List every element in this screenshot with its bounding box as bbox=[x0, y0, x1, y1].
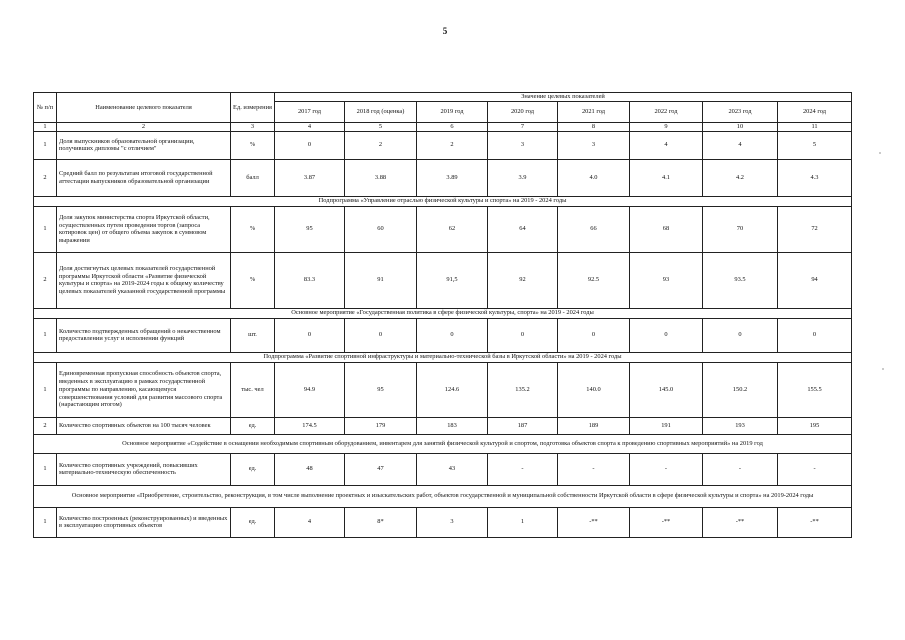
indicator-value: 72 bbox=[778, 206, 852, 252]
column-index: 7 bbox=[488, 123, 558, 132]
header-num: № п/п bbox=[34, 93, 57, 123]
indicator-value: 43 bbox=[417, 453, 488, 485]
page-number: 5 bbox=[442, 26, 448, 36]
indicator-value: 3.9 bbox=[488, 159, 558, 196]
section-title: Основное мероприятие «Приобретение, строительство, реконструкция, в том числе выполнение проектных и изыскательских работ, объектов государственной и муниципальной собственности Иркутской области в сфере физической культуры и спорта» на 2019-2024 годы bbox=[34, 485, 852, 507]
unit: % bbox=[231, 252, 275, 308]
header-year-6: 2022 год bbox=[630, 102, 703, 123]
column-index: 5 bbox=[345, 123, 417, 132]
row-number: 2 bbox=[34, 159, 57, 196]
indicator-value: 2 bbox=[345, 131, 417, 159]
indicator-value: 93.5 bbox=[703, 252, 778, 308]
indicator-value: 174.5 bbox=[275, 417, 345, 434]
table-row bbox=[34, 362, 852, 417]
indicator-value: 0 bbox=[703, 318, 778, 352]
table-row bbox=[34, 206, 852, 252]
indicator-value: 94 bbox=[778, 252, 852, 308]
unit: ед. bbox=[231, 453, 275, 485]
header-values-group: Значение целевых показателей bbox=[275, 93, 852, 102]
header-name: Наименование целевого показателя bbox=[57, 93, 231, 123]
indicator-name: Единовременная пропускная способность объектов спорта, введенных в эксплуатацию в рамках государственной программы по направлению, касающемуся совершенствования условий для развития массового спорта (нарастающим итогом) bbox=[57, 362, 231, 417]
indicator-value: 193 bbox=[703, 417, 778, 434]
indicator-value: 48 bbox=[275, 453, 345, 485]
section-title: Основное мероприятие «Содействие в оснащении необходимым спортивным оборудованием, инвентарем для занятий физической культурой и спортом, подготовка объектов спорта к проведению спортивных мероприятий» на 2019 год bbox=[34, 434, 852, 453]
section-row bbox=[34, 308, 852, 318]
row-number: 1 bbox=[34, 362, 57, 417]
header-row-top bbox=[34, 93, 852, 102]
indicator-value: 91,5 bbox=[417, 252, 488, 308]
indicator-value: 92.5 bbox=[558, 252, 630, 308]
section-row bbox=[34, 352, 852, 362]
indicator-value: 140.0 bbox=[558, 362, 630, 417]
indicator-value: 4.3 bbox=[778, 159, 852, 196]
indicator-value: 8* bbox=[345, 507, 417, 537]
indicator-name: Количество спортивных учреждений, повысивших материально-техническую обеспеченность bbox=[57, 453, 231, 485]
indicator-value: 179 bbox=[345, 417, 417, 434]
indicator-value: 3.89 bbox=[417, 159, 488, 196]
unit: ед. bbox=[231, 507, 275, 537]
indicator-value: 0 bbox=[488, 318, 558, 352]
indicator-name: Доля достигнутых целевых показателей государственной программы Иркутской области «Развитие физической культуры и спорта» на 2019-2024 годы к общему количеству целевых показателей указанной государственной программы bbox=[57, 252, 231, 308]
header-unit: Ед. измерения bbox=[231, 93, 275, 123]
indicator-value: 95 bbox=[345, 362, 417, 417]
header-index-row bbox=[34, 123, 852, 132]
indicator-value: 68 bbox=[630, 206, 703, 252]
indicator-value: 3 bbox=[417, 507, 488, 537]
indicator-value: 0 bbox=[558, 318, 630, 352]
table-row bbox=[34, 453, 852, 485]
indicator-value: 3.88 bbox=[345, 159, 417, 196]
unit: тыс. чел bbox=[231, 362, 275, 417]
table-row bbox=[34, 159, 852, 196]
indicator-value: 3 bbox=[558, 131, 630, 159]
indicator-value: 70 bbox=[703, 206, 778, 252]
indicator-value: 92 bbox=[488, 252, 558, 308]
row-number: 1 bbox=[34, 318, 57, 352]
column-index: 8 bbox=[558, 123, 630, 132]
scan-speck bbox=[879, 152, 881, 154]
header-year-1: 2017 год bbox=[275, 102, 345, 123]
section-row bbox=[34, 196, 852, 206]
indicator-value: 2 bbox=[417, 131, 488, 159]
indicator-value: - bbox=[703, 453, 778, 485]
indicator-value: 4.2 bbox=[703, 159, 778, 196]
row-number: 1 bbox=[34, 131, 57, 159]
indicator-value: 0 bbox=[778, 318, 852, 352]
indicator-value: 135.2 bbox=[488, 362, 558, 417]
indicator-value: 4 bbox=[275, 507, 345, 537]
indicator-value: - bbox=[630, 453, 703, 485]
indicator-value: 0 bbox=[275, 131, 345, 159]
table-row bbox=[34, 252, 852, 308]
indicator-value: 4 bbox=[630, 131, 703, 159]
row-number: 2 bbox=[34, 417, 57, 434]
column-index: 6 bbox=[417, 123, 488, 132]
indicator-value: 4.0 bbox=[558, 159, 630, 196]
indicator-value: 145.0 bbox=[630, 362, 703, 417]
scan-speck bbox=[882, 368, 884, 370]
indicator-value: 4 bbox=[703, 131, 778, 159]
indicator-value: 94.9 bbox=[275, 362, 345, 417]
indicator-value: 62 bbox=[417, 206, 488, 252]
indicator-name: Доля закупок министерства спорта Иркутской области, осуществленных путем проведения торгов (запроса котировок цен) от общего объема закупок в суммовом выражении bbox=[57, 206, 231, 252]
indicator-value: 3 bbox=[488, 131, 558, 159]
indicator-value: 124.6 bbox=[417, 362, 488, 417]
unit: % bbox=[231, 131, 275, 159]
indicator-value: 191 bbox=[630, 417, 703, 434]
unit: балл bbox=[231, 159, 275, 196]
unit: % bbox=[231, 206, 275, 252]
row-number: 1 bbox=[34, 453, 57, 485]
table-row bbox=[34, 417, 852, 434]
header-year-2: 2018 год (оценка) bbox=[345, 102, 417, 123]
indicator-value: -** bbox=[558, 507, 630, 537]
table-row bbox=[34, 507, 852, 537]
header-year-4: 2020 год bbox=[488, 102, 558, 123]
indicator-value: 187 bbox=[488, 417, 558, 434]
row-number: 2 bbox=[34, 252, 57, 308]
row-number: 1 bbox=[34, 507, 57, 537]
indicator-name: Доля выпускников образовательной организации, получивших дипломы "с отличием" bbox=[57, 131, 231, 159]
indicator-name: Средний балл по результатам итоговой государственной аттестации выпускников образовательной организации bbox=[57, 159, 231, 196]
column-index: 11 bbox=[778, 123, 852, 132]
unit: шт. bbox=[231, 318, 275, 352]
column-index: 2 bbox=[57, 123, 231, 132]
section-title: Подпрограмма «Управление отраслью физической культуры и спорта» на 2019 - 2024 годы bbox=[34, 196, 852, 206]
header-year-7: 2023 год bbox=[703, 102, 778, 123]
indicator-value: 64 bbox=[488, 206, 558, 252]
section-row bbox=[34, 485, 852, 507]
indicator-value: -** bbox=[630, 507, 703, 537]
indicator-name: Количество спортивных объектов на 100 тысяч человек bbox=[57, 417, 231, 434]
table-row bbox=[34, 318, 852, 352]
indicator-value: - bbox=[488, 453, 558, 485]
row-number: 1 bbox=[34, 206, 57, 252]
indicator-value: 189 bbox=[558, 417, 630, 434]
indicator-value: 0 bbox=[275, 318, 345, 352]
section-title: Основное мероприятие «Государственная политика в сфере физической культуры, спорта» на 2019 - 2024 годы bbox=[34, 308, 852, 318]
indicator-value: 47 bbox=[345, 453, 417, 485]
header-year-8: 2024 год bbox=[778, 102, 852, 123]
column-index: 3 bbox=[231, 123, 275, 132]
target-indicators-table bbox=[33, 92, 852, 538]
column-index: 10 bbox=[703, 123, 778, 132]
indicator-name: Количество подтвержденных обращений о некачественном предоставлении услуг и исполнении функций bbox=[57, 318, 231, 352]
indicator-value: 83.3 bbox=[275, 252, 345, 308]
indicator-value: -** bbox=[778, 507, 852, 537]
indicator-value: 155.5 bbox=[778, 362, 852, 417]
column-index: 4 bbox=[275, 123, 345, 132]
indicator-value: 60 bbox=[345, 206, 417, 252]
indicator-value: 4.1 bbox=[630, 159, 703, 196]
section-row bbox=[34, 434, 852, 453]
indicator-value: 0 bbox=[345, 318, 417, 352]
indicator-value: -** bbox=[703, 507, 778, 537]
indicator-value: - bbox=[778, 453, 852, 485]
indicator-value: 0 bbox=[417, 318, 488, 352]
indicator-value: 93 bbox=[630, 252, 703, 308]
section-title: Подпрограмма «Развитие спортивной инфраструктуры и материально-технической базы в Иркутской области» на 2019 - 2024 годы bbox=[34, 352, 852, 362]
unit: ед. bbox=[231, 417, 275, 434]
indicator-value: 3.87 bbox=[275, 159, 345, 196]
indicator-value: 95 bbox=[275, 206, 345, 252]
column-index: 9 bbox=[630, 123, 703, 132]
indicator-value: 183 bbox=[417, 417, 488, 434]
table-row bbox=[34, 131, 852, 159]
indicator-value: 0 bbox=[630, 318, 703, 352]
indicator-value: 150.2 bbox=[703, 362, 778, 417]
column-index: 1 bbox=[34, 123, 57, 132]
header-year-5: 2021 год bbox=[558, 102, 630, 123]
indicator-value: 66 bbox=[558, 206, 630, 252]
indicator-value: - bbox=[558, 453, 630, 485]
indicator-value: 91 bbox=[345, 252, 417, 308]
indicator-value: 5 bbox=[778, 131, 852, 159]
indicator-name: Количество построенных (реконструированных) и введенных в эксплуатацию спортивных объектов bbox=[57, 507, 231, 537]
indicator-value: 1 bbox=[488, 507, 558, 537]
indicator-value: 195 bbox=[778, 417, 852, 434]
header-year-3: 2019 год bbox=[417, 102, 488, 123]
